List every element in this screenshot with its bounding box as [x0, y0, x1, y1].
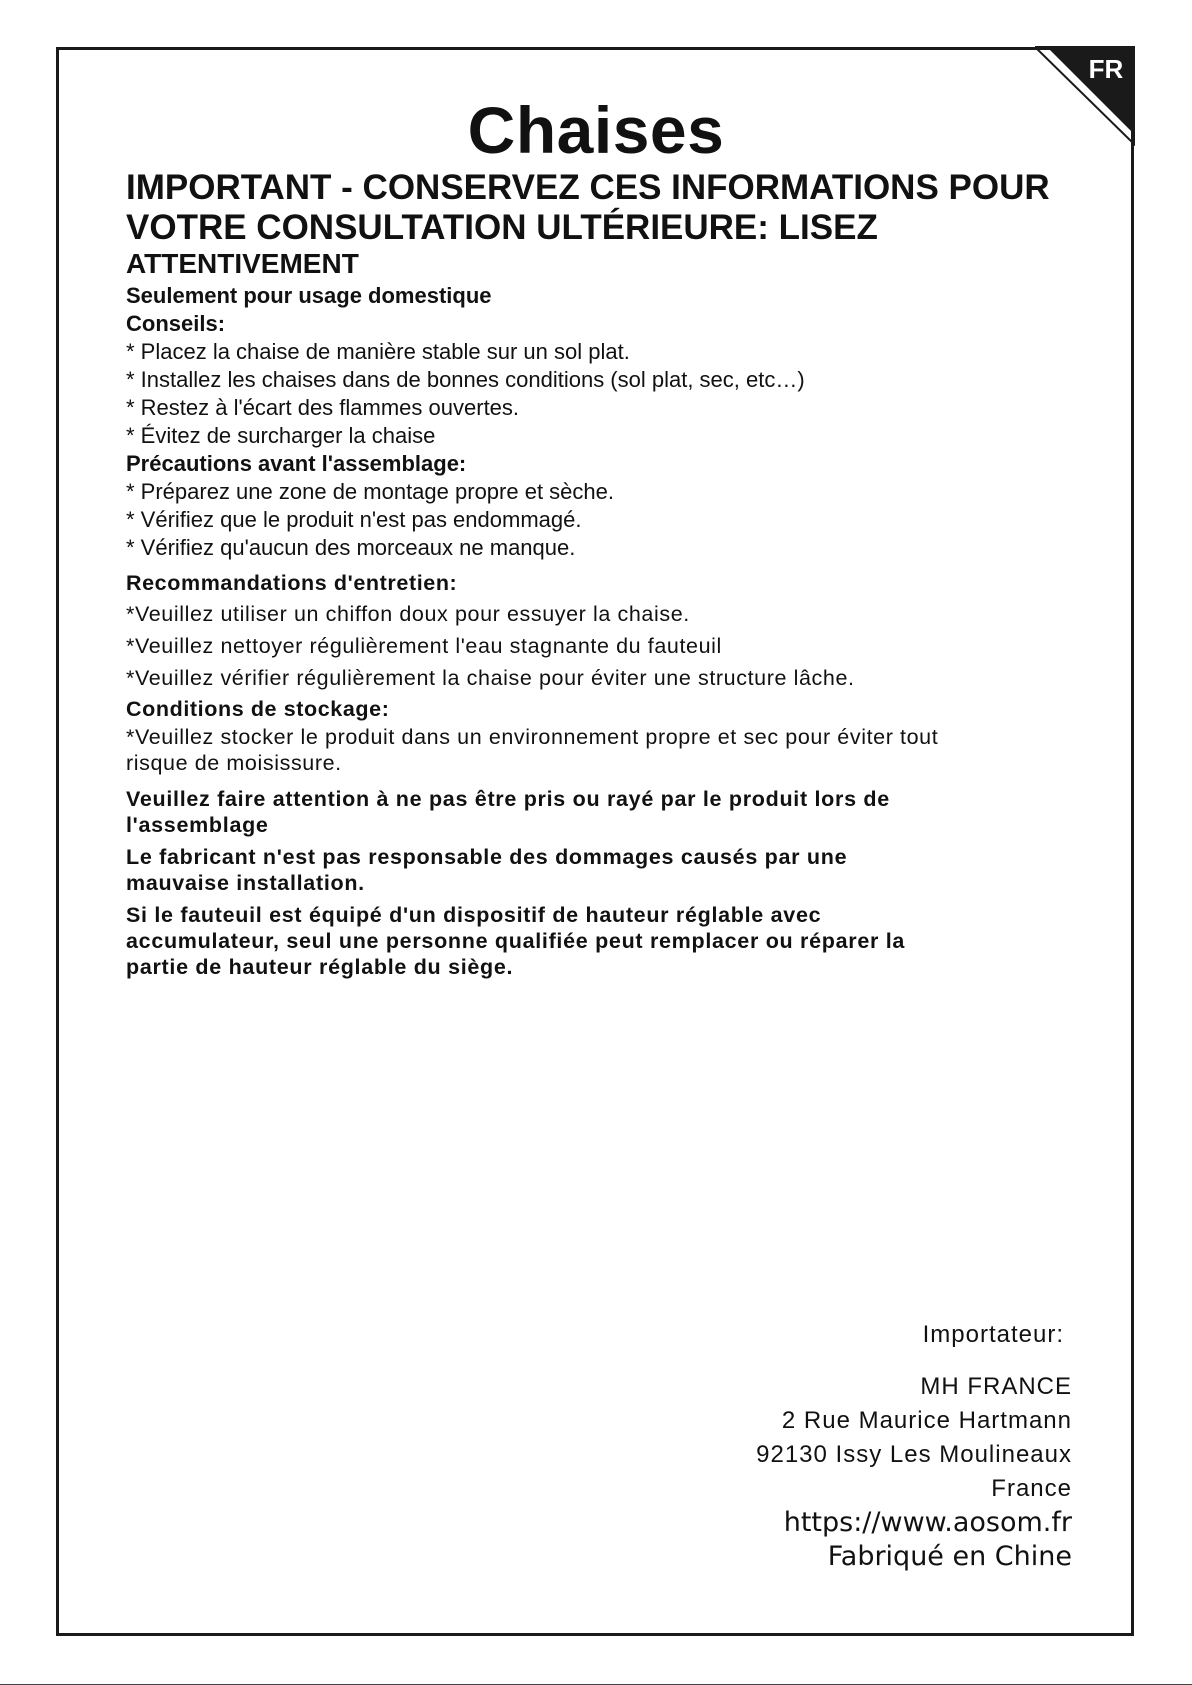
storage-heading: Conditions de stockage: — [126, 697, 390, 721]
important-heading-line-3: ATTENTIVEMENT — [126, 248, 359, 279]
storage-text-line-2: risque de moisissure. — [126, 751, 342, 775]
importer-city: 92130 Issy Les Moulineaux — [756, 1441, 1072, 1468]
importer-block — [756, 1320, 1072, 1574]
importer-website: https://www.aosom.fr — [783, 1507, 1072, 1538]
country-of-origin: Fabriqué en Chine — [827, 1541, 1072, 1572]
page-title: Chaises — [467, 93, 725, 167]
document-body — [126, 168, 1076, 980]
advice-item: * Évitez de surcharger la chaise — [126, 423, 436, 448]
advice-item: * Placez la chaise de manière stable sur un sol plat. — [126, 339, 630, 364]
warning-3-line-1: Si le fauteuil est équipé d'un dispositif de hauteur réglable avec — [126, 903, 822, 927]
importer-street: 2 Rue Maurice Hartmann — [781, 1407, 1072, 1434]
warning-3-line-3: partie de hauteur réglable du siège. — [126, 955, 514, 979]
domestic-use-note: Seulement pour usage domestique — [126, 283, 492, 308]
important-heading-line-2: VOTRE CONSULTATION ULTÉRIEURE: LISEZ — [126, 208, 878, 247]
maintenance-heading: Recommandations d'entretien: — [126, 571, 458, 595]
warning-1-line-1: Veuillez faire attention à ne pas être pris ou rayé par le produit lors de — [126, 787, 890, 811]
precaution-item: * Préparez une zone de montage propre et sèche. — [126, 479, 614, 504]
maintenance-item: *Veuillez nettoyer régulièrement l'eau stagnante du fauteuil — [126, 634, 722, 658]
important-heading-line-1: IMPORTANT - CONSERVEZ CES INFORMATIONS POUR — [126, 168, 1050, 207]
advice-item: * Installez les chaises dans de bonnes conditions (sol plat, sec, etc…) — [126, 367, 805, 392]
storage-text-line-1: *Veuillez stocker le produit dans un environnement propre et sec pour éviter tout — [126, 725, 939, 749]
warning-2-line-1: Le fabricant n'est pas responsable des dommages causés par une — [126, 845, 848, 869]
warning-1-line-2: l'assemblage — [126, 813, 269, 837]
advice-item: * Restez à l'écart des flammes ouvertes. — [126, 395, 520, 420]
precautions-heading: Précautions avant l'assemblage: — [126, 451, 467, 476]
importer-company: MH FRANCE — [920, 1373, 1072, 1400]
language-code: FR — [1088, 54, 1124, 84]
importer-label: Importateur: — [922, 1321, 1064, 1348]
maintenance-item: *Veuillez vérifier régulièrement la chaise pour éviter une structure lâche. — [126, 666, 855, 690]
advice-heading: Conseils: — [126, 311, 226, 336]
precaution-item: * Vérifiez qu'aucun des morceaux ne manque. — [126, 535, 576, 560]
warning-3-line-2: accumulateur, seul une personne qualifiée peut remplacer ou réparer la — [126, 929, 906, 953]
maintenance-item: *Veuillez utiliser un chiffon doux pour essuyer la chaise. — [126, 602, 690, 626]
spacer — [126, 776, 1076, 786]
precaution-item: * Vérifiez que le produit n'est pas endommagé. — [126, 507, 582, 532]
warning-2-line-2: mauvaise installation. — [126, 871, 365, 895]
importer-country: France — [991, 1475, 1072, 1502]
